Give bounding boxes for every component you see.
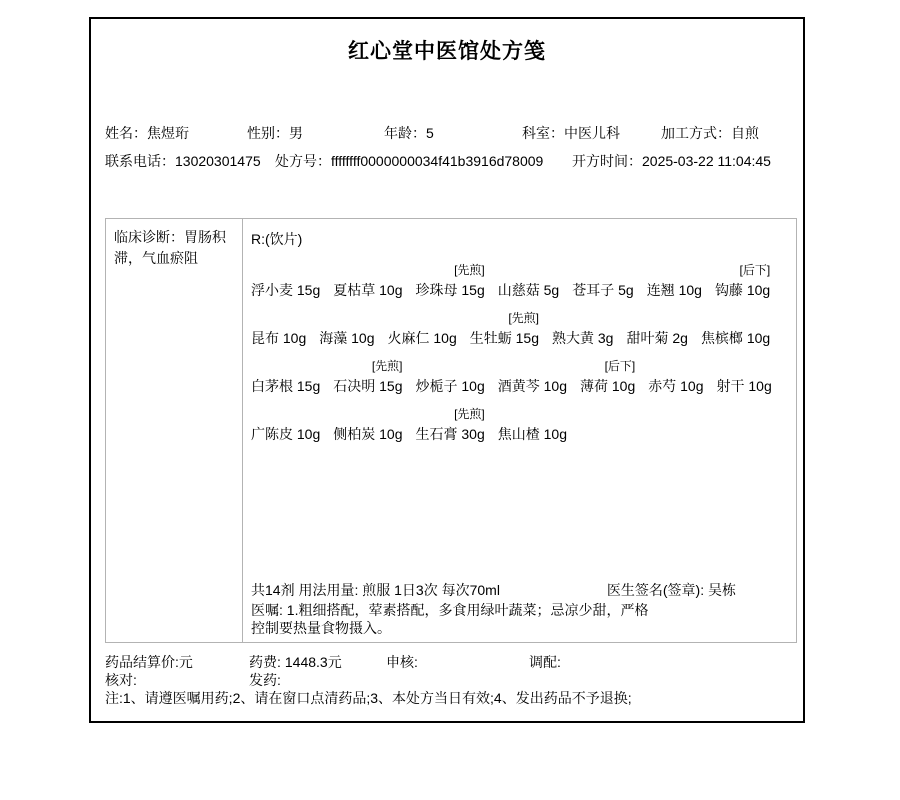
prescription-cell: [243, 219, 796, 642]
doctor-signature-name: 吴栋: [708, 582, 736, 598]
herb-name-qty: 侧柏炭 10g: [333, 426, 403, 442]
page-title: 红心堂中医馆处方笺: [348, 40, 546, 63]
herb-name-qty: 浮小麦 15g: [251, 282, 321, 298]
herb-name-qty: 钩藤 10g: [714, 282, 771, 298]
herb-item: [333, 260, 402, 301]
herb-item: [251, 260, 320, 301]
diagnosis-cell: [106, 219, 243, 642]
herb-name-qty: 连翘 10g: [646, 282, 702, 298]
patient-name: [105, 122, 247, 144]
herb-name-qty: 火麻仁 10g: [387, 330, 457, 346]
herb-name-qty: 焦山楂 10g: [497, 426, 567, 442]
decoction-tag: [319, 308, 374, 328]
herb-item: [416, 356, 485, 397]
herb-name-qty: 甜叶菊 2g: [626, 330, 688, 346]
decoction-tag: [251, 356, 320, 376]
patient-info-row-1: [91, 122, 803, 144]
settlement-price: 药品结算价:元: [105, 654, 193, 670]
decoction-tag: [647, 260, 702, 280]
herb-item: [388, 308, 457, 349]
patient-age: [384, 122, 522, 144]
herb-row: [251, 308, 788, 349]
herb-item: [251, 308, 306, 349]
herb-item: [648, 356, 703, 397]
decoction-tag: [572, 260, 633, 280]
herb-item: [498, 356, 567, 397]
doctor-signature: [607, 581, 788, 600]
herb-item: [333, 356, 402, 397]
decoction-tag: [333, 404, 402, 424]
patient-name-value: 焦煜珩: [147, 125, 189, 141]
patient-department-label: 科室：: [522, 125, 564, 141]
doctor-signature-label: 医生签名(签章):: [606, 582, 705, 598]
patient-gender: [247, 122, 384, 144]
prescription-time: [572, 150, 771, 172]
prescription-time-label: 开方时间：: [572, 153, 642, 169]
herb-name-qty: 生牡蛎 15g: [469, 330, 539, 346]
footer-note: 注:1、请遵医嘱用药;2、请在窗口点清药品;3、本处方当日有效;4、发出药品不予退换;: [105, 690, 632, 706]
herb-item: [626, 308, 687, 349]
decoction-tag: [251, 260, 320, 280]
decoction-tag: [626, 308, 687, 328]
decoction-tag: [后下]: [739, 263, 771, 277]
herb-item: [470, 308, 539, 349]
decoction-tag: [498, 356, 567, 376]
drug-fee-value: 1448.3元: [284, 654, 342, 670]
herb-name-qty: 射干 10g: [716, 378, 772, 394]
decoction-tag: [先煎]: [508, 311, 539, 325]
patient-age-label: 年龄：: [384, 125, 426, 141]
prescription-sheet: [89, 17, 805, 723]
herb-item: [715, 260, 770, 301]
diagnosis-value: 胃肠积滞，气血瘀阻: [114, 229, 226, 266]
herb-row: [251, 260, 788, 301]
herb-name-qty: 白茅根 15g: [251, 378, 321, 394]
rx-header: R:(饮片): [251, 231, 303, 247]
herb-item: [580, 356, 635, 397]
herb-name-qty: 广陈皮 10g: [251, 426, 321, 442]
decoction-tag: [701, 308, 770, 328]
patient-age-value: 5: [426, 125, 434, 141]
herb-item: [333, 404, 402, 445]
contact-phone-value: 13020301475: [175, 153, 261, 169]
processing-method-label: 加工方式：: [661, 125, 731, 141]
herb-item: [647, 260, 702, 301]
herb-item: [498, 404, 567, 445]
footer-row-1: [105, 653, 803, 671]
herb-name-qty: 酒黄芩 10g: [497, 378, 567, 394]
drug-fee: [249, 653, 386, 671]
patient-gender-value: 男: [289, 125, 303, 141]
prescription-table: [105, 218, 797, 643]
herb-name-qty: 夏枯草 10g: [333, 282, 403, 298]
processing-method-value: 自煎: [731, 125, 759, 141]
decoction-tag: [648, 356, 703, 376]
patient-name-label: 姓名：: [105, 125, 147, 141]
herb-name-qty: 熟大黄 3g: [552, 330, 614, 346]
decoction-tag: [先煎]: [371, 359, 403, 373]
dose-usage-text: 共14剂 用法用量: 煎服 1日3次 每次70ml: [251, 582, 500, 598]
decoction-tag: [717, 356, 772, 376]
herb-item: [717, 356, 772, 397]
patient-department-value: 中医儿科: [564, 125, 620, 141]
herb-item: [552, 308, 613, 349]
decoction-tag: [先煎]: [454, 263, 485, 277]
herb-row: [251, 356, 788, 397]
herb-item: [319, 308, 374, 349]
herb-item: [701, 308, 770, 349]
decoction-tag: [251, 404, 320, 424]
herb-name-qty: 山慈菇 5g: [497, 282, 560, 298]
prescription-time-value: 2025-03-22 11:04:45: [642, 153, 771, 169]
prescription-number-value: ffffffff0000000034f41b3916d78009: [331, 153, 544, 169]
patient-gender-label: 性别：: [247, 125, 289, 141]
dispense-field: 调配:: [529, 654, 561, 670]
footer: [105, 653, 803, 707]
herb-name-qty: 焦槟榔 10g: [700, 330, 771, 346]
herb-item: [416, 260, 485, 301]
contact-phone-label: 联系电话：: [105, 153, 175, 169]
decoction-tag: [后下]: [604, 359, 636, 373]
prescription-number-label: 处方号：: [275, 153, 331, 169]
decoction-tag: [333, 260, 402, 280]
decoction-tag: [388, 308, 457, 328]
check-field: 核对:: [105, 672, 137, 688]
prescription-number: [275, 150, 572, 172]
herb-item: [498, 260, 559, 301]
review-field: 申核:: [386, 654, 418, 670]
herb-name-qty: 海藻 10g: [319, 330, 375, 346]
decoction-tag: [498, 260, 559, 280]
usage-block: [251, 581, 788, 637]
herb-item: [416, 404, 485, 445]
footer-row-2: [105, 671, 803, 689]
herb-name-qty: 石决明 15g: [333, 378, 403, 394]
processing-method: [661, 122, 759, 144]
patient-info-row-2: [91, 150, 803, 172]
herb-item: [251, 356, 320, 397]
decoction-tag: [251, 308, 306, 328]
herb-item: [251, 404, 320, 445]
patient-department: [522, 122, 661, 144]
herb-name-qty: 苍耳子 5g: [572, 282, 634, 298]
medical-advice: 医嘱: 1.粗细搭配，荤素搭配，多食用绿叶蔬菜；忌凉少甜，严格控制要热量食物摄入。: [251, 602, 649, 636]
usage-summary-line: [251, 581, 788, 600]
herb-name-qty: 薄荷 10g: [580, 378, 636, 394]
decoction-tag: [498, 404, 567, 424]
herb-name-qty: 昆布 10g: [251, 330, 307, 346]
herb-name-qty: 生石膏 30g: [415, 426, 485, 442]
decoction-tag: [416, 356, 485, 376]
decoction-tag: [552, 308, 613, 328]
drug-fee-label: 药费:: [249, 654, 281, 670]
contact-phone: [105, 150, 275, 172]
decoction-tag: [先煎]: [454, 407, 485, 421]
herb-name-qty: 珍珠母 15g: [415, 282, 485, 298]
herb-row: [251, 404, 788, 445]
issue-field: 发药:: [249, 672, 281, 688]
herb-name-qty: 赤芍 10g: [648, 378, 704, 394]
herb-item: [572, 260, 633, 301]
herb-rows: [251, 260, 788, 445]
herb-name-qty: 炒栀子 10g: [415, 378, 485, 394]
diagnosis-label: 临床诊断：: [114, 229, 184, 245]
